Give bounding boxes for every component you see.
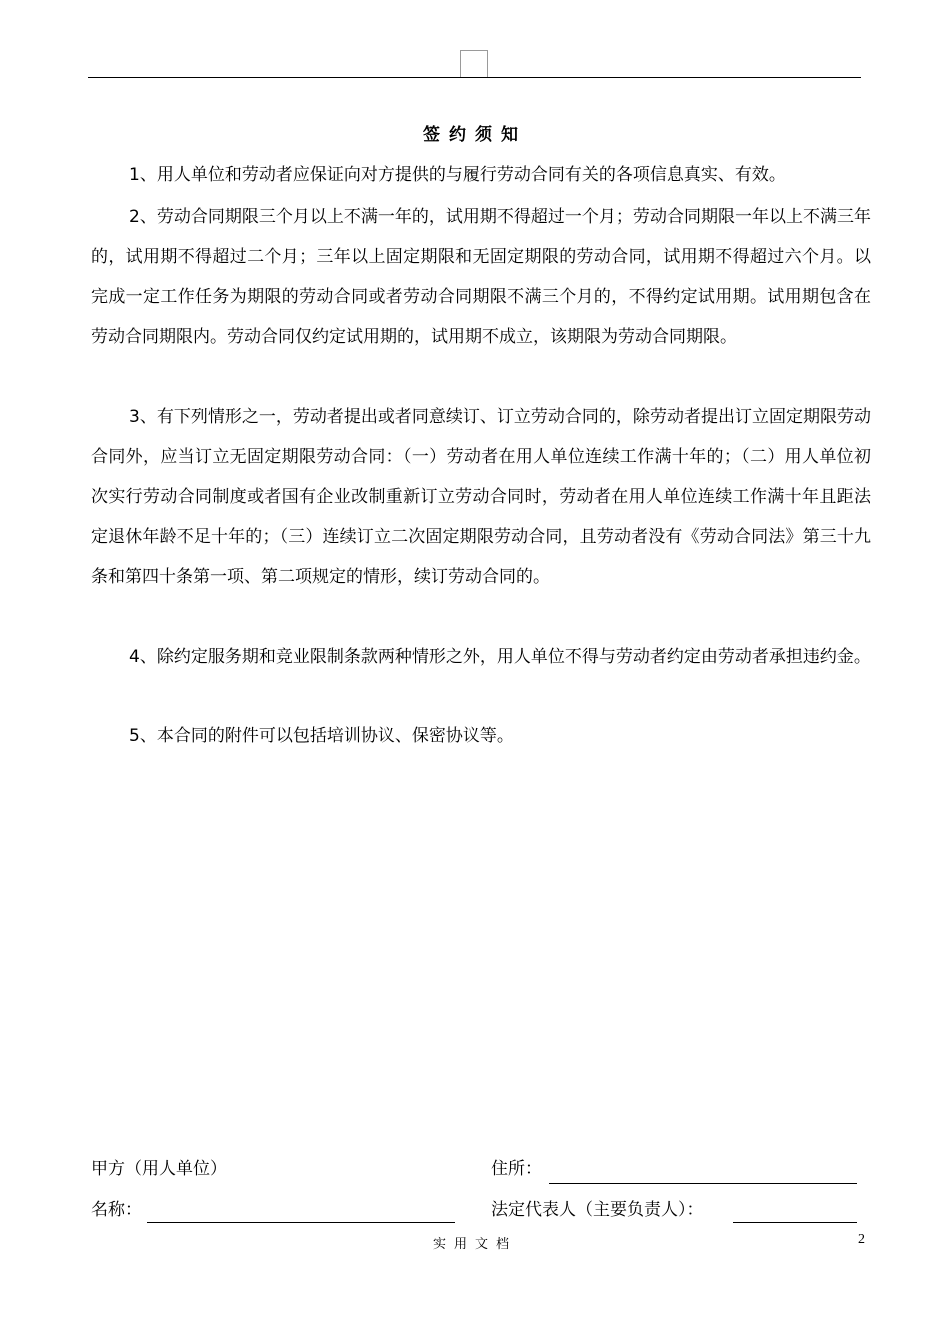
notice-item-1: 1、用人单位和劳动者应保证向对方提供的与履行劳动合同有关的各项信息真实、有效。 — [129, 165, 786, 185]
notice-item-5: 5、本合同的附件可以包括培训协议、保密协议等。 — [129, 726, 514, 746]
address-fill-line — [549, 1183, 857, 1184]
legal-rep-fill-line — [733, 1222, 857, 1223]
header-rule — [88, 77, 861, 78]
notice-item-2: 2、劳动合同期限三个月以上不满一年的，试用期不得超过一个月；劳动合同期限一年以上不满三年的，试用期不得超过二个月；三年以上固定期限和无固定期限的劳动合同，试用期不得超过六个月。以完成一定工作任务为期限的劳动合同或者劳动合同期限不满三个月的，不得约定试用期。试用期包含在劳动合同期限内。劳动合同仅约定试用期的，试用期不成立，该期限为劳动合同期限。 — [91, 207, 871, 347]
notice-item-3: 3、有下列情形之一，劳动者提出或者同意续订、订立劳动合同的，除劳动者提出订立固定期限劳动合同外，应当订立无固定期限劳动合同：（一）劳动者在用人单位连续工作满十年的；（二）用人单位初次实行劳动合同制度或者国有企业改制重新订立劳动合同时，劳动者在用人单位连续工作满十年且距法定退休年龄不足十年的；（三）连续订立二次固定期限劳动合同，且劳动者没有《劳动合同法》第三十九条和第四十条第一项、第二项规定的情形，续订劳动合同的。 — [91, 407, 871, 587]
name-fill-line — [147, 1222, 455, 1223]
header-tab-box — [460, 50, 488, 77]
notice-item-4: 4、除约定服务期和竞业限制条款两种情形之外，用人单位不得与劳动者约定由劳动者承担违约金。 — [129, 647, 871, 667]
page-number: 2 — [858, 1232, 865, 1247]
address-label: 住所： — [491, 1159, 542, 1179]
name-label: 名称： — [91, 1200, 142, 1220]
legal-rep-label: 法定代表人（主要负责人）： — [491, 1200, 704, 1220]
footer-text: 实用文档 — [432, 1237, 517, 1252]
party-a-label: 甲方（用人单位） — [91, 1159, 227, 1179]
document-title: 签约须知 — [423, 125, 527, 145]
